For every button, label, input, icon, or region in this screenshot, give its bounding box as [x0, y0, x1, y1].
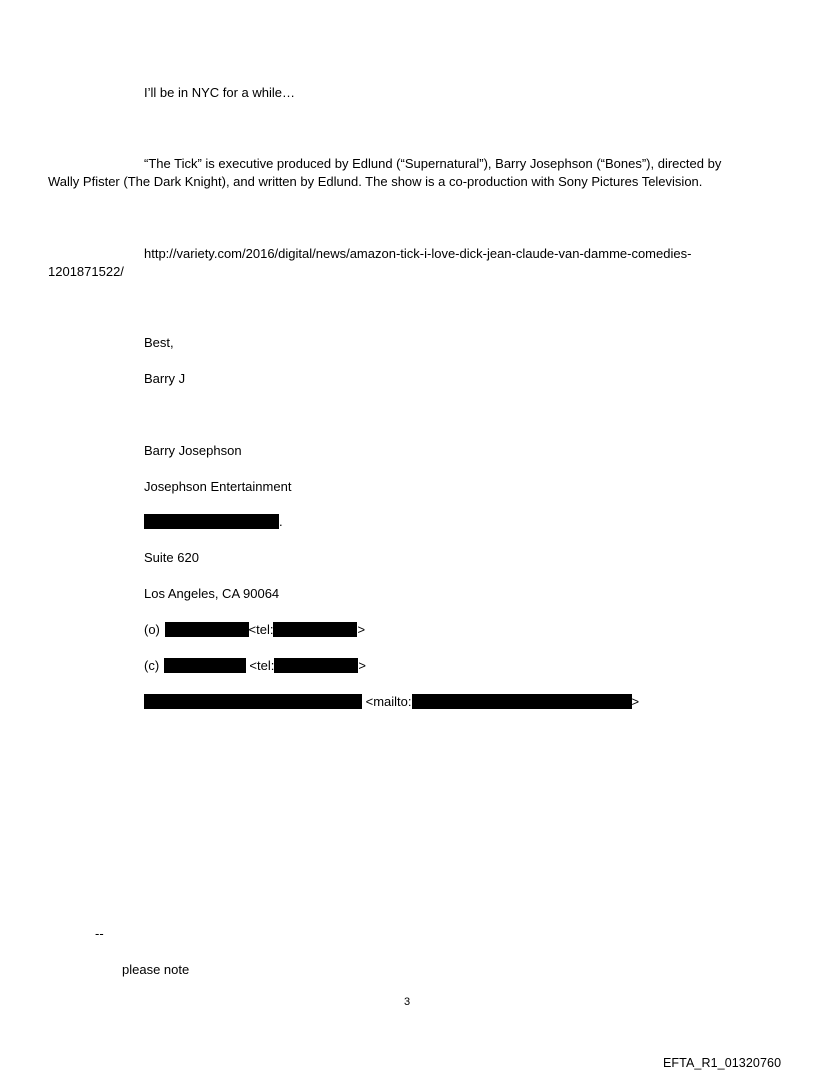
office-phone-line	[144, 622, 365, 638]
cell-tel-open: <tel:	[249, 658, 275, 673]
office-tel-close: >	[357, 622, 366, 637]
redaction-office-phone	[165, 622, 249, 637]
signature-city: Los Angeles, CA 90064	[144, 586, 280, 601]
separator-dashes: --	[95, 926, 104, 941]
mailto-open: <mailto:	[365, 694, 412, 709]
variety-url-line-2[interactable]: 1201871522/	[48, 264, 124, 279]
signature-company: Josephson Entertainment	[144, 479, 292, 494]
address-line	[144, 514, 283, 530]
redaction-email	[144, 694, 362, 709]
page-number: 3	[404, 996, 411, 1008]
signature-full-name: Barry Josephson	[144, 443, 242, 458]
cell-phone-line	[144, 658, 366, 674]
signature-suite: Suite 620	[144, 550, 199, 565]
tick-paragraph-line-1: “The Tick” is executive produced by Edlund (“Supernatural”), Barry Josephson (“Bones”), directed by	[144, 156, 722, 171]
redaction-office-tel-link[interactable]	[273, 622, 357, 637]
office-tel-open: <tel:	[248, 622, 274, 637]
mailto-close: >	[631, 694, 640, 709]
variety-url-line-1[interactable]: http://variety.com/2016/digital/news/amazon-tick-i-love-dick-jean-claude-van-damme-comedies-	[144, 246, 692, 261]
email-line	[144, 694, 639, 710]
signature-short-name: Barry J	[144, 371, 186, 386]
nyc-line: I’ll be in NYC for a while…	[144, 85, 295, 100]
redaction-cell-tel-link[interactable]	[274, 658, 358, 673]
closing-text: Best,	[144, 335, 174, 350]
redaction-mailto-link[interactable]	[412, 694, 632, 709]
office-prefix: (o)	[144, 622, 160, 637]
cell-prefix: (c)	[144, 658, 160, 673]
redaction-street-address	[144, 514, 279, 529]
address-suffix: .	[279, 514, 283, 529]
document-id: EFTA_R1_01320760	[663, 1056, 782, 1070]
tick-paragraph-line-2: Wally Pfister (The Dark Knight), and written by Edlund. The show is a co-production with Sony Pictures Television.	[48, 174, 703, 189]
redaction-cell-phone	[164, 658, 246, 673]
cell-tel-close: >	[358, 658, 366, 673]
please-note-text: please note	[122, 962, 190, 977]
